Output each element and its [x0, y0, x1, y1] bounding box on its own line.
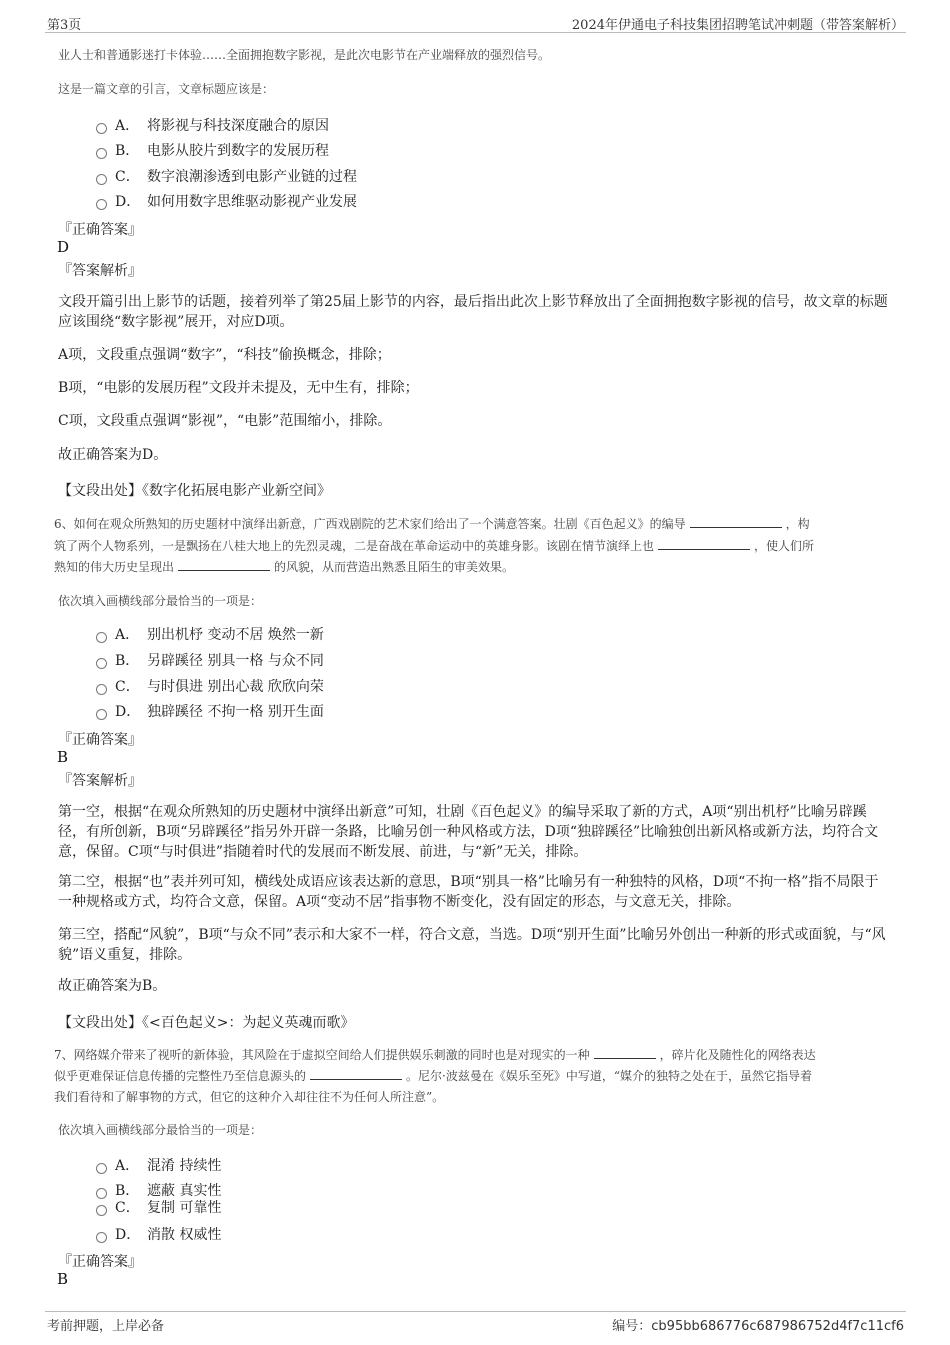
- document-title: 2024年伊通电子科技集团招聘笔试冲刺题（带答案解析）: [571, 18, 904, 33]
- answer-value: B: [57, 1270, 69, 1288]
- footer-slogan: 考前押题，上岸必备: [47, 1319, 165, 1334]
- answer-blank: [690, 515, 782, 528]
- analysis-paragraph: 第一空，根据“在观众所熟知的历史题材中演绎出新意”可知，壮剧《百色起义》的编导采取了新的方式，A项“别出机杼”比喻另辟蹊径，有所创新，B项“另辟蹊径”指另外开辟一条路，比喻另创一种风格或方法，D项“独辟蹊径”比喻独创出新风格或新方法，均符合文意，保留。C项“与时俱进”指随着时代的发展而不断发展、前进，与“新”无关，排除。: [58, 804, 879, 860]
- question-prompt: 依次填入画横线部分最恰当的一项是：: [58, 1123, 263, 1137]
- q7-option-b[interactable]: B． 遮蔽 真实性: [96, 1180, 221, 1200]
- radio-icon[interactable]: [96, 709, 107, 720]
- q7-stem-line: 似乎更难保证信息传播的完整性乃至信息源头的 。尼尔·波兹曼在《娱乐至死》中写道，“媒介的独特之处在于，虽然它指导着: [54, 1069, 812, 1083]
- source-citation: 【文段出处】《数字化拓展电影产业新空间》: [58, 483, 331, 499]
- q7-option-a[interactable]: A． 混淆 持续性: [96, 1155, 221, 1175]
- analysis-label: 『答案解析』: [58, 263, 142, 279]
- answer-label: 『正确答案』: [58, 1254, 142, 1270]
- analysis-paragraph: A项，文段重点强调“数字”，“科技”偷换概念，排除；: [58, 347, 391, 363]
- radio-icon[interactable]: [96, 199, 107, 210]
- q7-option-c[interactable]: C． 复制 可靠性: [96, 1197, 221, 1217]
- q6-option-b[interactable]: B． 另辟蹊径 别具一格 与众不同: [96, 650, 324, 670]
- radio-icon[interactable]: [96, 684, 107, 695]
- analysis-paragraph: B项，“电影的发展历程”文段并未提及，无中生有，排除；: [58, 380, 419, 396]
- page-header: [45, 12, 906, 33]
- radio-icon[interactable]: [96, 148, 107, 159]
- radio-icon[interactable]: [96, 632, 107, 643]
- page-number: 第3页: [47, 18, 82, 33]
- q7-option-d[interactable]: D． 消散 权威性: [96, 1224, 221, 1244]
- radio-icon[interactable]: [96, 123, 107, 134]
- answer-blank: [594, 1046, 656, 1059]
- q6-option-a[interactable]: A． 别出机杼 变动不居 焕然一新: [96, 624, 324, 644]
- radio-icon[interactable]: [96, 1163, 107, 1174]
- q7-stem-line: 我们看待和了解事物的方式，但它的这种介入却往往不为任何人所注意”。: [54, 1090, 445, 1104]
- radio-icon[interactable]: [96, 1232, 107, 1243]
- q6-option-d[interactable]: D． 独辟蹊径 不拘一格 别开生面: [96, 701, 324, 721]
- analysis-paragraph: 第二空，根据“也”表并列可知，横线处成语应该表达新的意思，B项“别具一格”比喻另有一种独特的风格，D项“不拘一格”指不局限于一种规格或方式，均符合文意，保留。A项“变动不居”指事物不断变化，没有固定的形态，与文意无关，排除。: [58, 874, 879, 910]
- q5-option-a[interactable]: A． 将影视与科技深度融合的原因: [96, 115, 329, 135]
- passage-tail: 业人士和普通影迷打卡体验……全面拥抱数字影视，是此次电影节在产业端释放的强烈信号。: [58, 48, 551, 62]
- answer-blank: [178, 558, 270, 571]
- analysis-paragraph: 第三空，搭配“风貌”，B项“与众不同”表示和大家不一样，符合文意，当选。D项“别开生面”比喻另外创出一种新的形式或面貌，与“风貌”语义重复，排除。: [58, 927, 886, 963]
- q5-option-c[interactable]: C． 数字浪潮渗透到电影产业链的过程: [96, 166, 357, 186]
- page-footer: [45, 1311, 906, 1334]
- document-code: 编号：cb95bb686776c687986752d4f7c11cf6: [612, 1319, 904, 1334]
- analysis-paragraph: C项，文段重点强调“影视”，“电影”范围缩小，排除。: [58, 413, 392, 429]
- q7-stem-line: 7、网络媒介带来了视听的新体验，其风险在于虚拟空间给人们提供娱乐刺激的同时也是对现实的一种 ，碎片化及随性化的网络表达: [54, 1048, 816, 1062]
- answer-value: B: [57, 748, 69, 766]
- answer-label: 『正确答案』: [58, 732, 142, 748]
- radio-icon[interactable]: [96, 1205, 107, 1216]
- answer-label: 『正确答案』: [58, 222, 142, 238]
- answer-value: D: [57, 238, 70, 256]
- q5-option-b[interactable]: B． 电影从胶片到数字的发展历程: [96, 140, 329, 160]
- q6-stem-line: 熟知的伟大历史呈现出 的风貌，从而营造出熟悉且陌生的审美效果。: [54, 560, 515, 574]
- radio-icon[interactable]: [96, 658, 107, 669]
- radio-icon[interactable]: [96, 174, 107, 185]
- analysis-conclusion: 故正确答案为B。: [58, 978, 167, 994]
- q5-option-d[interactable]: D． 如何用数字思维驱动影视产业发展: [96, 191, 357, 211]
- analysis-label: 『答案解析』: [58, 773, 142, 789]
- question-prompt: 依次填入画横线部分最恰当的一项是：: [58, 594, 263, 608]
- q6-stem-line: 筑了两个人物系列，一是飘扬在八桂大地上的先烈灵魂，二是奋战在革命运动中的英雄身影。该剧在情节演绎上也 ，使人们所: [54, 539, 815, 553]
- question-prompt: 这是一篇文章的引言，文章标题应该是：: [58, 82, 275, 96]
- q6-option-c[interactable]: C． 与时俱进 别出心裁 欣欣向荣: [96, 676, 324, 696]
- analysis-conclusion: 故正确答案为D。: [58, 447, 168, 463]
- source-citation: 【文段出处】《<百色起义>：为起义英魂而歌》: [58, 1015, 355, 1031]
- analysis-paragraph: 文段开篇引出上影节的话题，接着列举了第25届上影节的内容，最后指出此次上影节释放出了全面拥抱数字影视的信号，故文章的标题应该围绕“数字影视”展开，对应D项。: [58, 294, 888, 330]
- answer-blank: [658, 537, 750, 550]
- answer-blank: [310, 1067, 402, 1080]
- q6-stem-line: 6、如何在观众所熟知的历史题材中演绎出新意，广西戏剧院的艺术家们给出了一个满意答案。壮剧《百色起义》的编导 ，构: [54, 517, 810, 531]
